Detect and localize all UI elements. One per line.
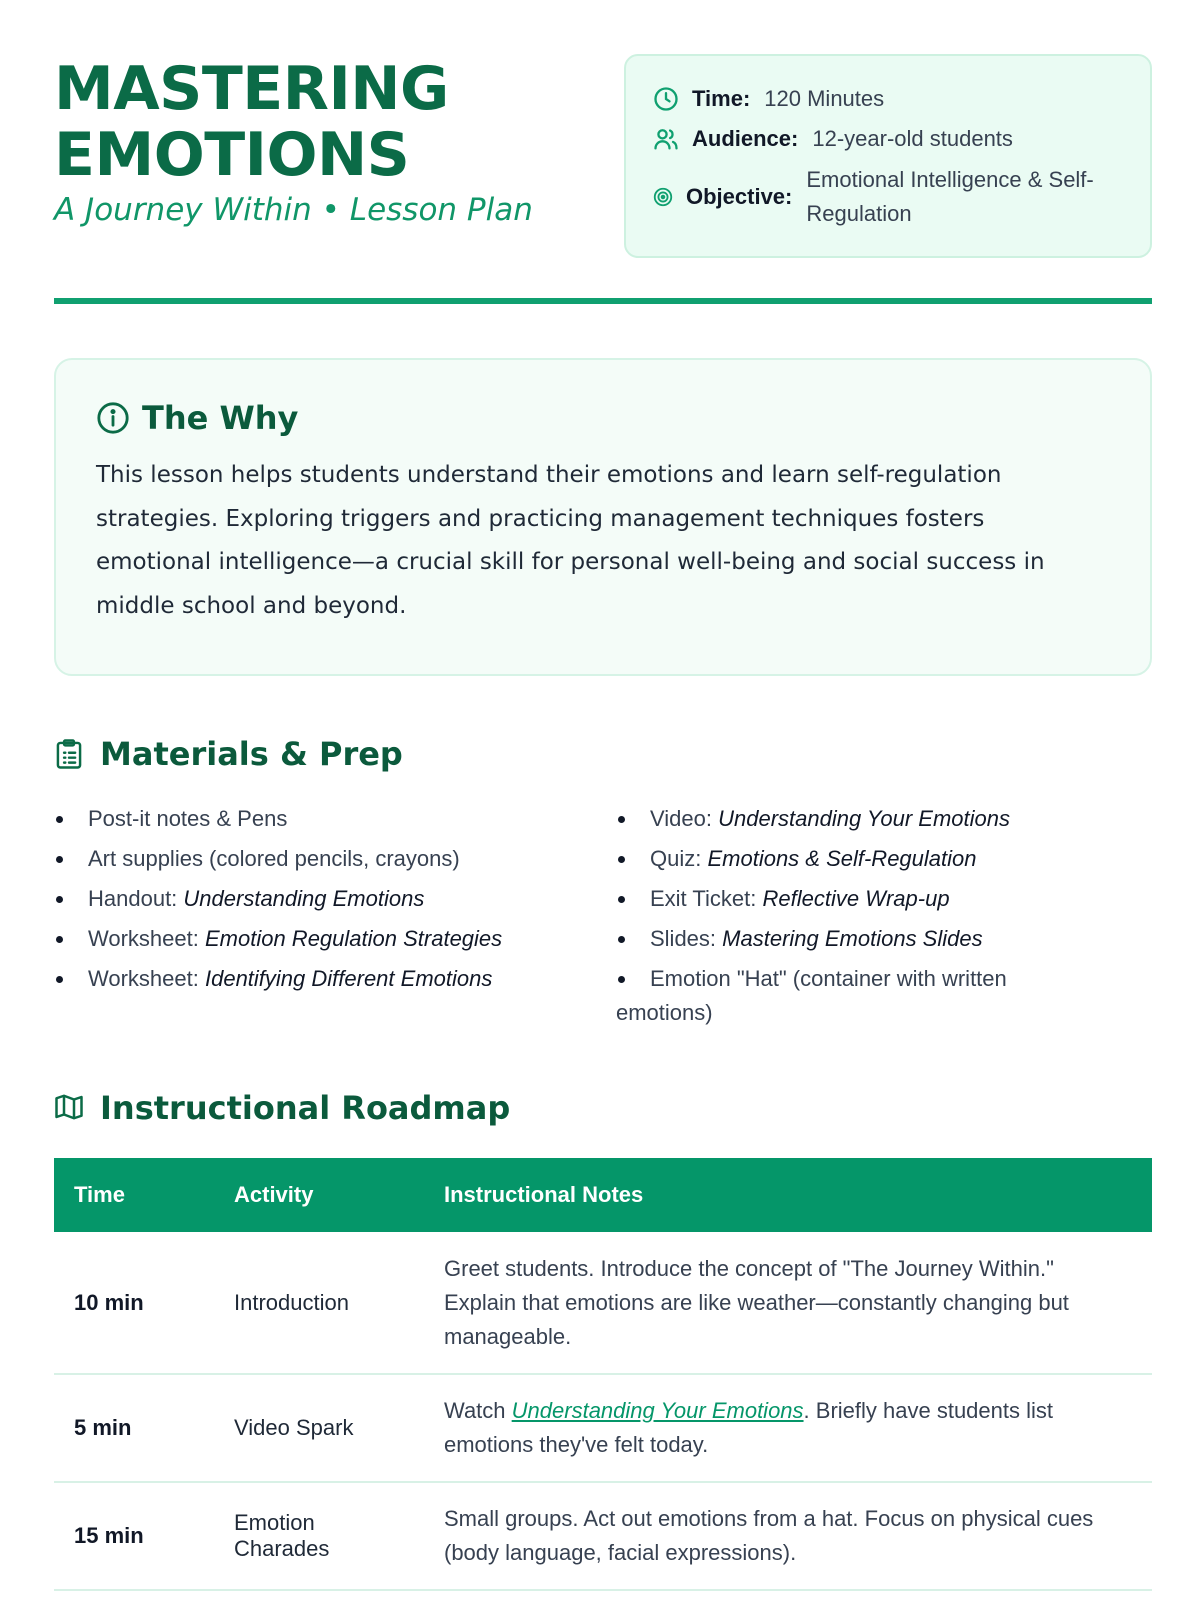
materials-list-left: [54, 802, 594, 1002]
list-item: Worksheet: Identifying Different Emotions: [54, 962, 594, 996]
row-activity: Video Spark: [214, 1374, 424, 1482]
header: [54, 0, 1152, 300]
page-subtitle: A Journey Within • Lesson Plan: [54, 192, 533, 228]
table-header-row: [54, 1158, 1152, 1232]
list-item: Emotion "Hat" (container with written emotions): [616, 962, 1086, 1030]
meta-time-label: Time:: [692, 86, 751, 111]
meta-objective-value: Emotional Intelligence & Self-Regulation: [806, 167, 1094, 226]
video-link[interactable]: Understanding Your Emotions: [511, 1398, 804, 1423]
row-notes: Watch Understanding Your Emotions. Briefly have students list emotions they've felt today.: [424, 1374, 1152, 1482]
page-title: [54, 56, 449, 188]
col-header-notes: Instructional Notes: [424, 1158, 1152, 1232]
why-title: The Why: [142, 399, 299, 437]
row-time: 5 min: [54, 1374, 214, 1482]
meta-audience-label: Audience:: [692, 126, 799, 151]
materials-title: Materials & Prep: [100, 735, 403, 773]
materials-list-right: [616, 802, 1086, 1036]
roadmap-title: Instructional Roadmap: [100, 1089, 511, 1127]
info-icon: [96, 401, 130, 435]
meta-audience: [652, 122, 1122, 156]
lesson-plan-page: [54, 0, 1152, 1600]
why-section: [54, 358, 1152, 676]
row-time: 10 min: [54, 1232, 214, 1374]
title-line-2: EMOTIONS: [54, 120, 410, 190]
map-icon: [54, 1092, 84, 1124]
materials-heading: [54, 732, 403, 776]
row-activity: Introduction: [214, 1232, 424, 1374]
meta-time: [652, 82, 1122, 116]
clock-icon: [652, 85, 680, 113]
row-notes: Greet students. Introduce the concept of "The Journey Within." Explain that emotions are like weather—constantly changing but manageable.: [424, 1232, 1152, 1374]
col-header-time: Time: [54, 1158, 214, 1232]
users-icon: [652, 125, 680, 153]
list-item: Worksheet: Emotion Regulation Strategies: [54, 922, 594, 956]
roadmap-table: [54, 1158, 1152, 1591]
list-item: Handout: Understanding Emotions: [54, 882, 594, 916]
why-text: This lesson helps students understand their emotions and learn self-regulation strategies. Exploring triggers and practicing management techniques fosters emotional intelligence—a crucial skill for personal well-being and social success in middle school and beyond.: [96, 462, 1045, 619]
row-time: 15 min: [54, 1482, 214, 1590]
list-item: Video: Understanding Your Emotions: [616, 802, 1086, 836]
col-header-activity: Activity: [214, 1158, 424, 1232]
lesson-meta-card: [624, 54, 1152, 258]
list-item: Exit Ticket: Reflective Wrap-up: [616, 882, 1086, 916]
table-row: [54, 1482, 1152, 1590]
table-row: [54, 1232, 1152, 1374]
meta-objective: [652, 158, 1122, 236]
clipboard-icon: [54, 738, 84, 770]
meta-objective-label: Objective:: [686, 184, 793, 209]
header-divider: [54, 298, 1152, 304]
list-item: Quiz: Emotions & Self-Regulation: [616, 842, 1086, 876]
target-icon: [652, 186, 674, 208]
meta-audience-value: 12-year-old students: [812, 126, 1013, 151]
row-notes: Small groups. Act out emotions from a hat. Focus on physical cues (body language, facial expressions).: [424, 1482, 1152, 1590]
row-activity: Emotion Charades: [214, 1482, 424, 1590]
list-item: Post-it notes & Pens: [54, 802, 594, 836]
title-line-1: MASTERING: [54, 54, 449, 124]
why-heading: [96, 396, 1110, 440]
meta-time-value: 120 Minutes: [764, 86, 885, 111]
list-item: Slides: Mastering Emotions Slides: [616, 922, 1086, 956]
roadmap-heading: [54, 1086, 510, 1130]
list-item: Art supplies (colored pencils, crayons): [54, 842, 594, 876]
table-row: [54, 1374, 1152, 1482]
